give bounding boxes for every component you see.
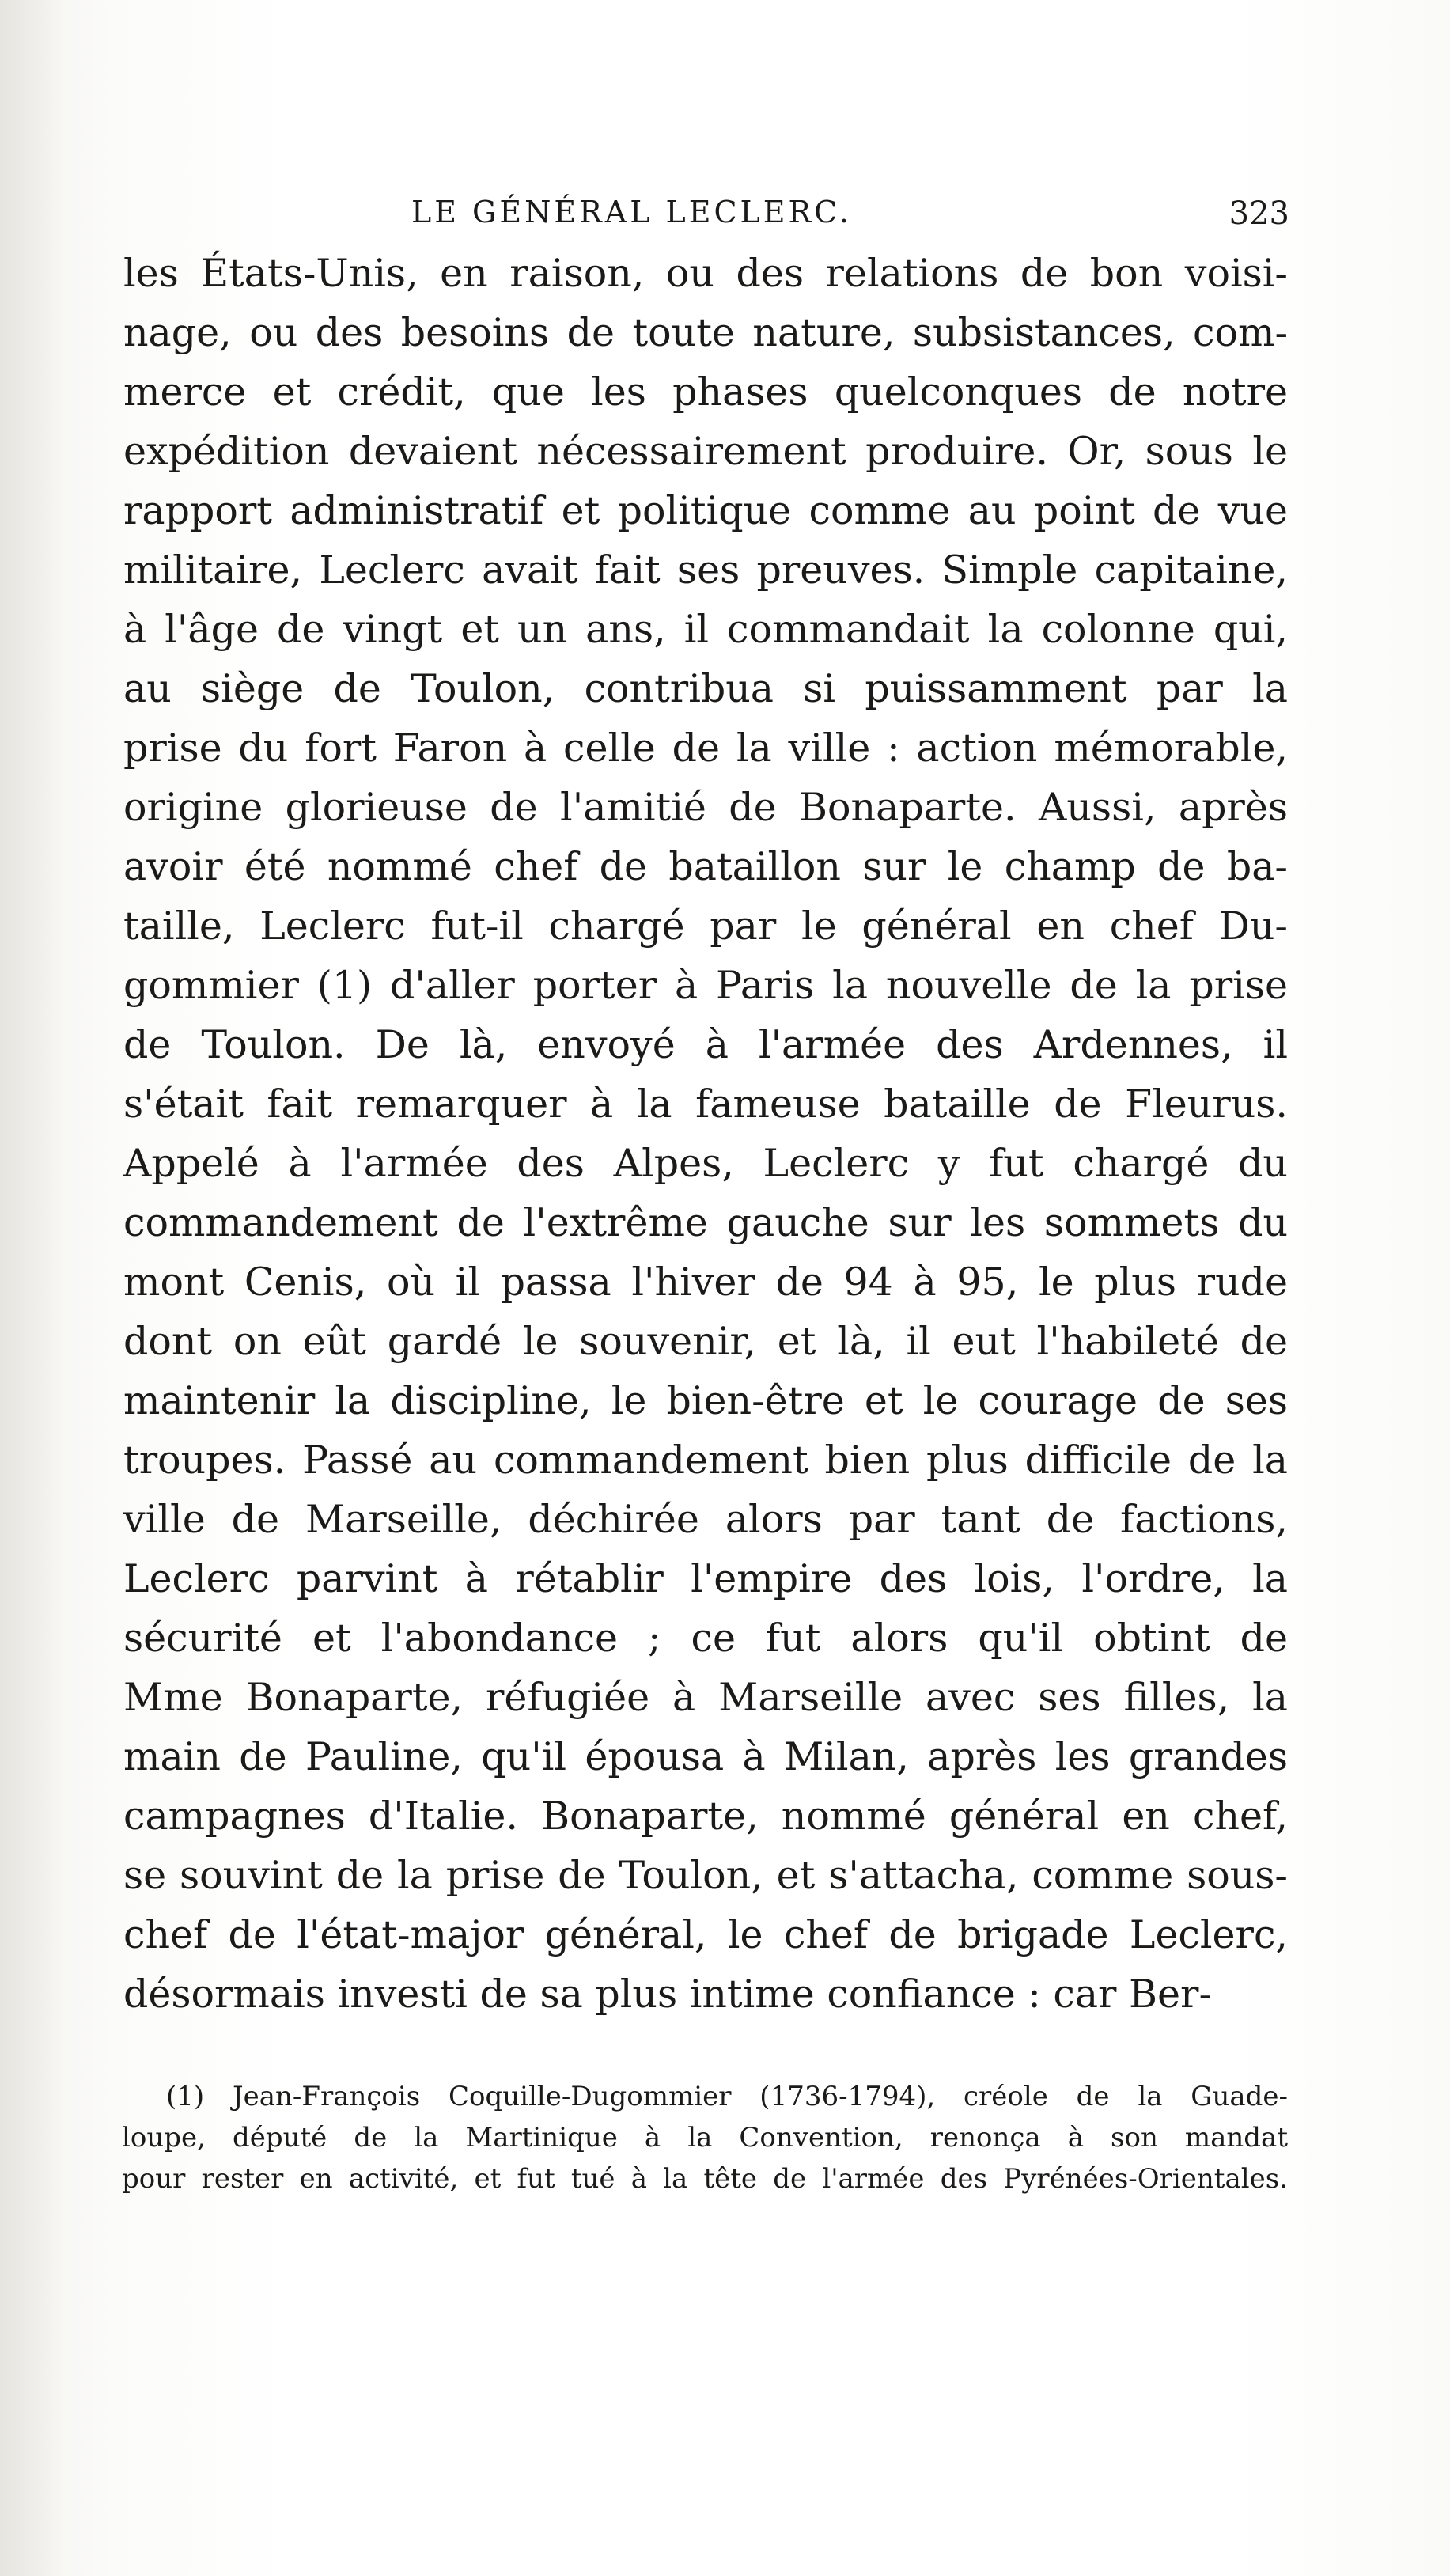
text-line: main de Pauline, qu'il épousa à Milan, après les grandes [123, 1734, 1288, 1779]
text-line: rapport administratif et politique comme au point de vue [123, 488, 1288, 533]
footnote [122, 2076, 1288, 2199]
text-line: au siège de Toulon, contribua si puissamment par la [123, 666, 1288, 711]
text-line: militaire, Leclerc avait fait ses preuves. Simple capitaine, [123, 547, 1288, 593]
text-line: prise du fort Faron à celle de la ville : action mémorable, [123, 725, 1288, 771]
text-line: se souvint de la prise de Toulon, et s'attacha, comme sous- [123, 1853, 1288, 1898]
text-line: nage, ou des besoins de toute nature, subsistances, com- [123, 310, 1288, 355]
text-line: désormais investi de sa plus intime confiance : car Ber- [123, 1972, 1213, 2017]
text-line: maintenir la discipline, le bien-être et le courage de ses [123, 1378, 1288, 1423]
text-line: mont Cenis, où il passa l'hiver de 94 à 95, le plus rude [123, 1260, 1288, 1305]
text-line: Mme Bonaparte, réfugiée à Marseille avec ses filles, la [123, 1675, 1288, 1720]
text-line: ville de Marseille, déchirée alors par tant de factions, [123, 1497, 1288, 1542]
page-gutter-shadow [0, 0, 63, 2576]
body-text [123, 244, 1288, 2024]
page-number: 323 [1229, 195, 1289, 232]
footnote-line: loupe, député de la Martinique à la Convention, renonça à son mandat [122, 2122, 1288, 2154]
text-line: avoir été nommé chef de bataillon sur le champ de ba- [123, 844, 1288, 889]
text-line: sécurité et l'abondance ; ce fut alors qu'il obtint de [123, 1616, 1288, 1661]
text-line: origine glorieuse de l'amitié de Bonaparte. Aussi, après [123, 785, 1288, 830]
text-line: dont on eût gardé le souvenir, et là, il eut l'habileté de [123, 1319, 1288, 1364]
running-title: LE GÉNÉRAL LECLERC. [411, 195, 852, 229]
text-line: expédition devaient nécessairement produire. Or, sous le [123, 429, 1288, 474]
page-header [411, 188, 1289, 236]
text-line: à l'âge de vingt et un ans, il commandait la colonne qui, [123, 607, 1288, 652]
text-line: de Toulon. De là, envoyé à l'armée des Ardennes, il [123, 1022, 1288, 1067]
text-line: les États-Unis, en raison, ou des relations de bon voisi- [123, 251, 1288, 296]
footnote-line: (1) Jean-François Coquille-Dugommier (1736-1794), créole de la Guade- [166, 2081, 1288, 2112]
text-line: Appelé à l'armée des Alpes, Leclerc y fut chargé du [123, 1141, 1288, 1186]
text-line: gommier (1) d'aller porter à Paris la nouvelle de la prise [123, 963, 1288, 1008]
text-line: troupes. Passé au commandement bien plus difficile de la [123, 1438, 1288, 1483]
text-line: merce et crédit, que les phases quelconques de notre [123, 369, 1288, 415]
footnote-line: pour rester en activité, et fut tué à la tête de l'armée des Pyrénées-Orientales. [122, 2163, 1288, 2195]
text-line: campagnes d'Italie. Bonaparte, nommé général en chef, [123, 1794, 1288, 1839]
text-line: commandement de l'extrême gauche sur les sommets du [123, 1200, 1288, 1245]
text-line: chef de l'état-major général, le chef de brigade Leclerc, [123, 1912, 1288, 1957]
text-line: s'était fait remarquer à la fameuse bataille de Fleurus. [123, 1082, 1288, 1127]
text-line: taille, Leclerc fut-il chargé par le général en chef Du- [123, 903, 1288, 949]
text-line: Leclerc parvint à rétablir l'empire des lois, l'ordre, la [123, 1556, 1288, 1601]
